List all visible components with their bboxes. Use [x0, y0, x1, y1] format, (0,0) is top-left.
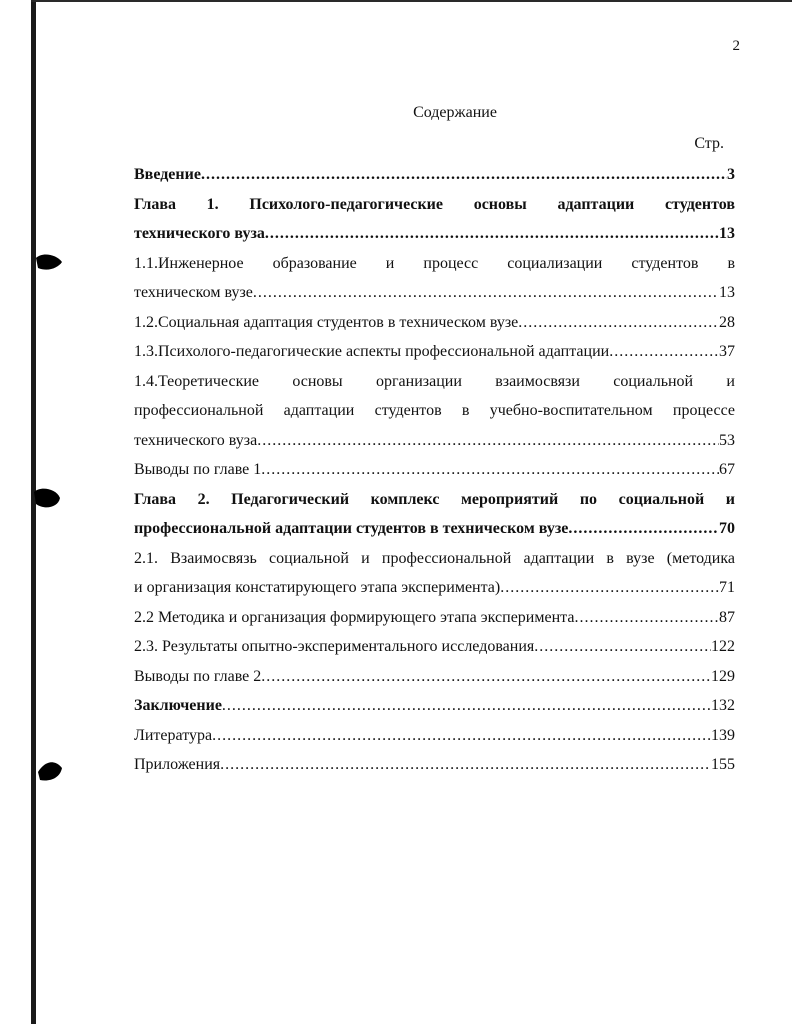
binder-mark-bottom [38, 762, 62, 780]
toc-page: 37 [719, 343, 735, 360]
toc-page: 13 [719, 284, 735, 301]
page-column-label: Стр. [694, 135, 724, 152]
toc-page: 3 [727, 166, 735, 183]
toc-page: 67 [719, 461, 735, 478]
page-number: 2 [732, 38, 740, 54]
toc-label: Выводы по главе 2 [134, 667, 262, 685]
toc-page: 13 [719, 225, 735, 242]
toc-page: 139 [711, 726, 735, 744]
toc-label: технического вуза [134, 225, 265, 242]
toc-label: технического вуза [134, 431, 258, 449]
toc-label: Выводы по главе 1 [134, 461, 262, 478]
toc-label: 2.3. Результаты опытно-экспериментального исследования [134, 638, 535, 655]
toc-page: 129 [711, 667, 735, 685]
toc-label: профессиональной адаптации студентов в техническом вузе [134, 520, 569, 537]
toc-page: 53 [719, 431, 735, 449]
toc-entry-2-1: 2.1. Взаимосвязь социальной и профессиональной адаптации в вузе (методика [134, 549, 735, 567]
toc-label: Литература [134, 726, 213, 744]
toc-label: техническом вузе [134, 284, 253, 301]
binder-mark-top [36, 255, 62, 270]
page-title: Содержание [413, 104, 497, 121]
toc-page: 122 [711, 638, 735, 655]
toc-entry-chapter-1: Глава 1. Психолого-педагогические основы адаптации студентов [134, 195, 735, 213]
toc-entry-1-1: 1.1.Инженерное образование и процесс социализации студентов в [134, 254, 735, 272]
toc-label: 2.2 Методика и организация формирующего этапа эксперимента [134, 608, 575, 626]
toc-entry-1-4-cont: профессиональной адаптации студентов в учебно-воспитательном процессе [134, 402, 735, 419]
toc-page: 87 [719, 608, 735, 626]
toc-entry-chapter-2: Глава 2. Педагогический комплекс мероприятий по социальной и [134, 490, 735, 508]
toc-label: 1.3.Психолого-педагогические аспекты профессиональной адаптации [134, 343, 610, 360]
toc-label: и организация констатирующего этапа эксперимента) [134, 579, 501, 596]
toc-page: 28 [719, 313, 735, 331]
toc-label: 1.2.Социальная адаптация студентов в техническом вузе [134, 313, 519, 331]
toc-entry-1-4: 1.4.Теоретические основы организации взаимосвязи социальной и [134, 372, 735, 390]
toc-page: 132 [711, 697, 735, 714]
toc-page: 70 [719, 520, 735, 537]
toc-label: Заключение [134, 697, 222, 714]
toc-page: 155 [711, 756, 735, 773]
toc-label: Введение [134, 166, 201, 183]
toc-page: 71 [719, 579, 735, 596]
toc-label: Приложения [134, 756, 221, 773]
binder-mark-middle [34, 489, 60, 508]
